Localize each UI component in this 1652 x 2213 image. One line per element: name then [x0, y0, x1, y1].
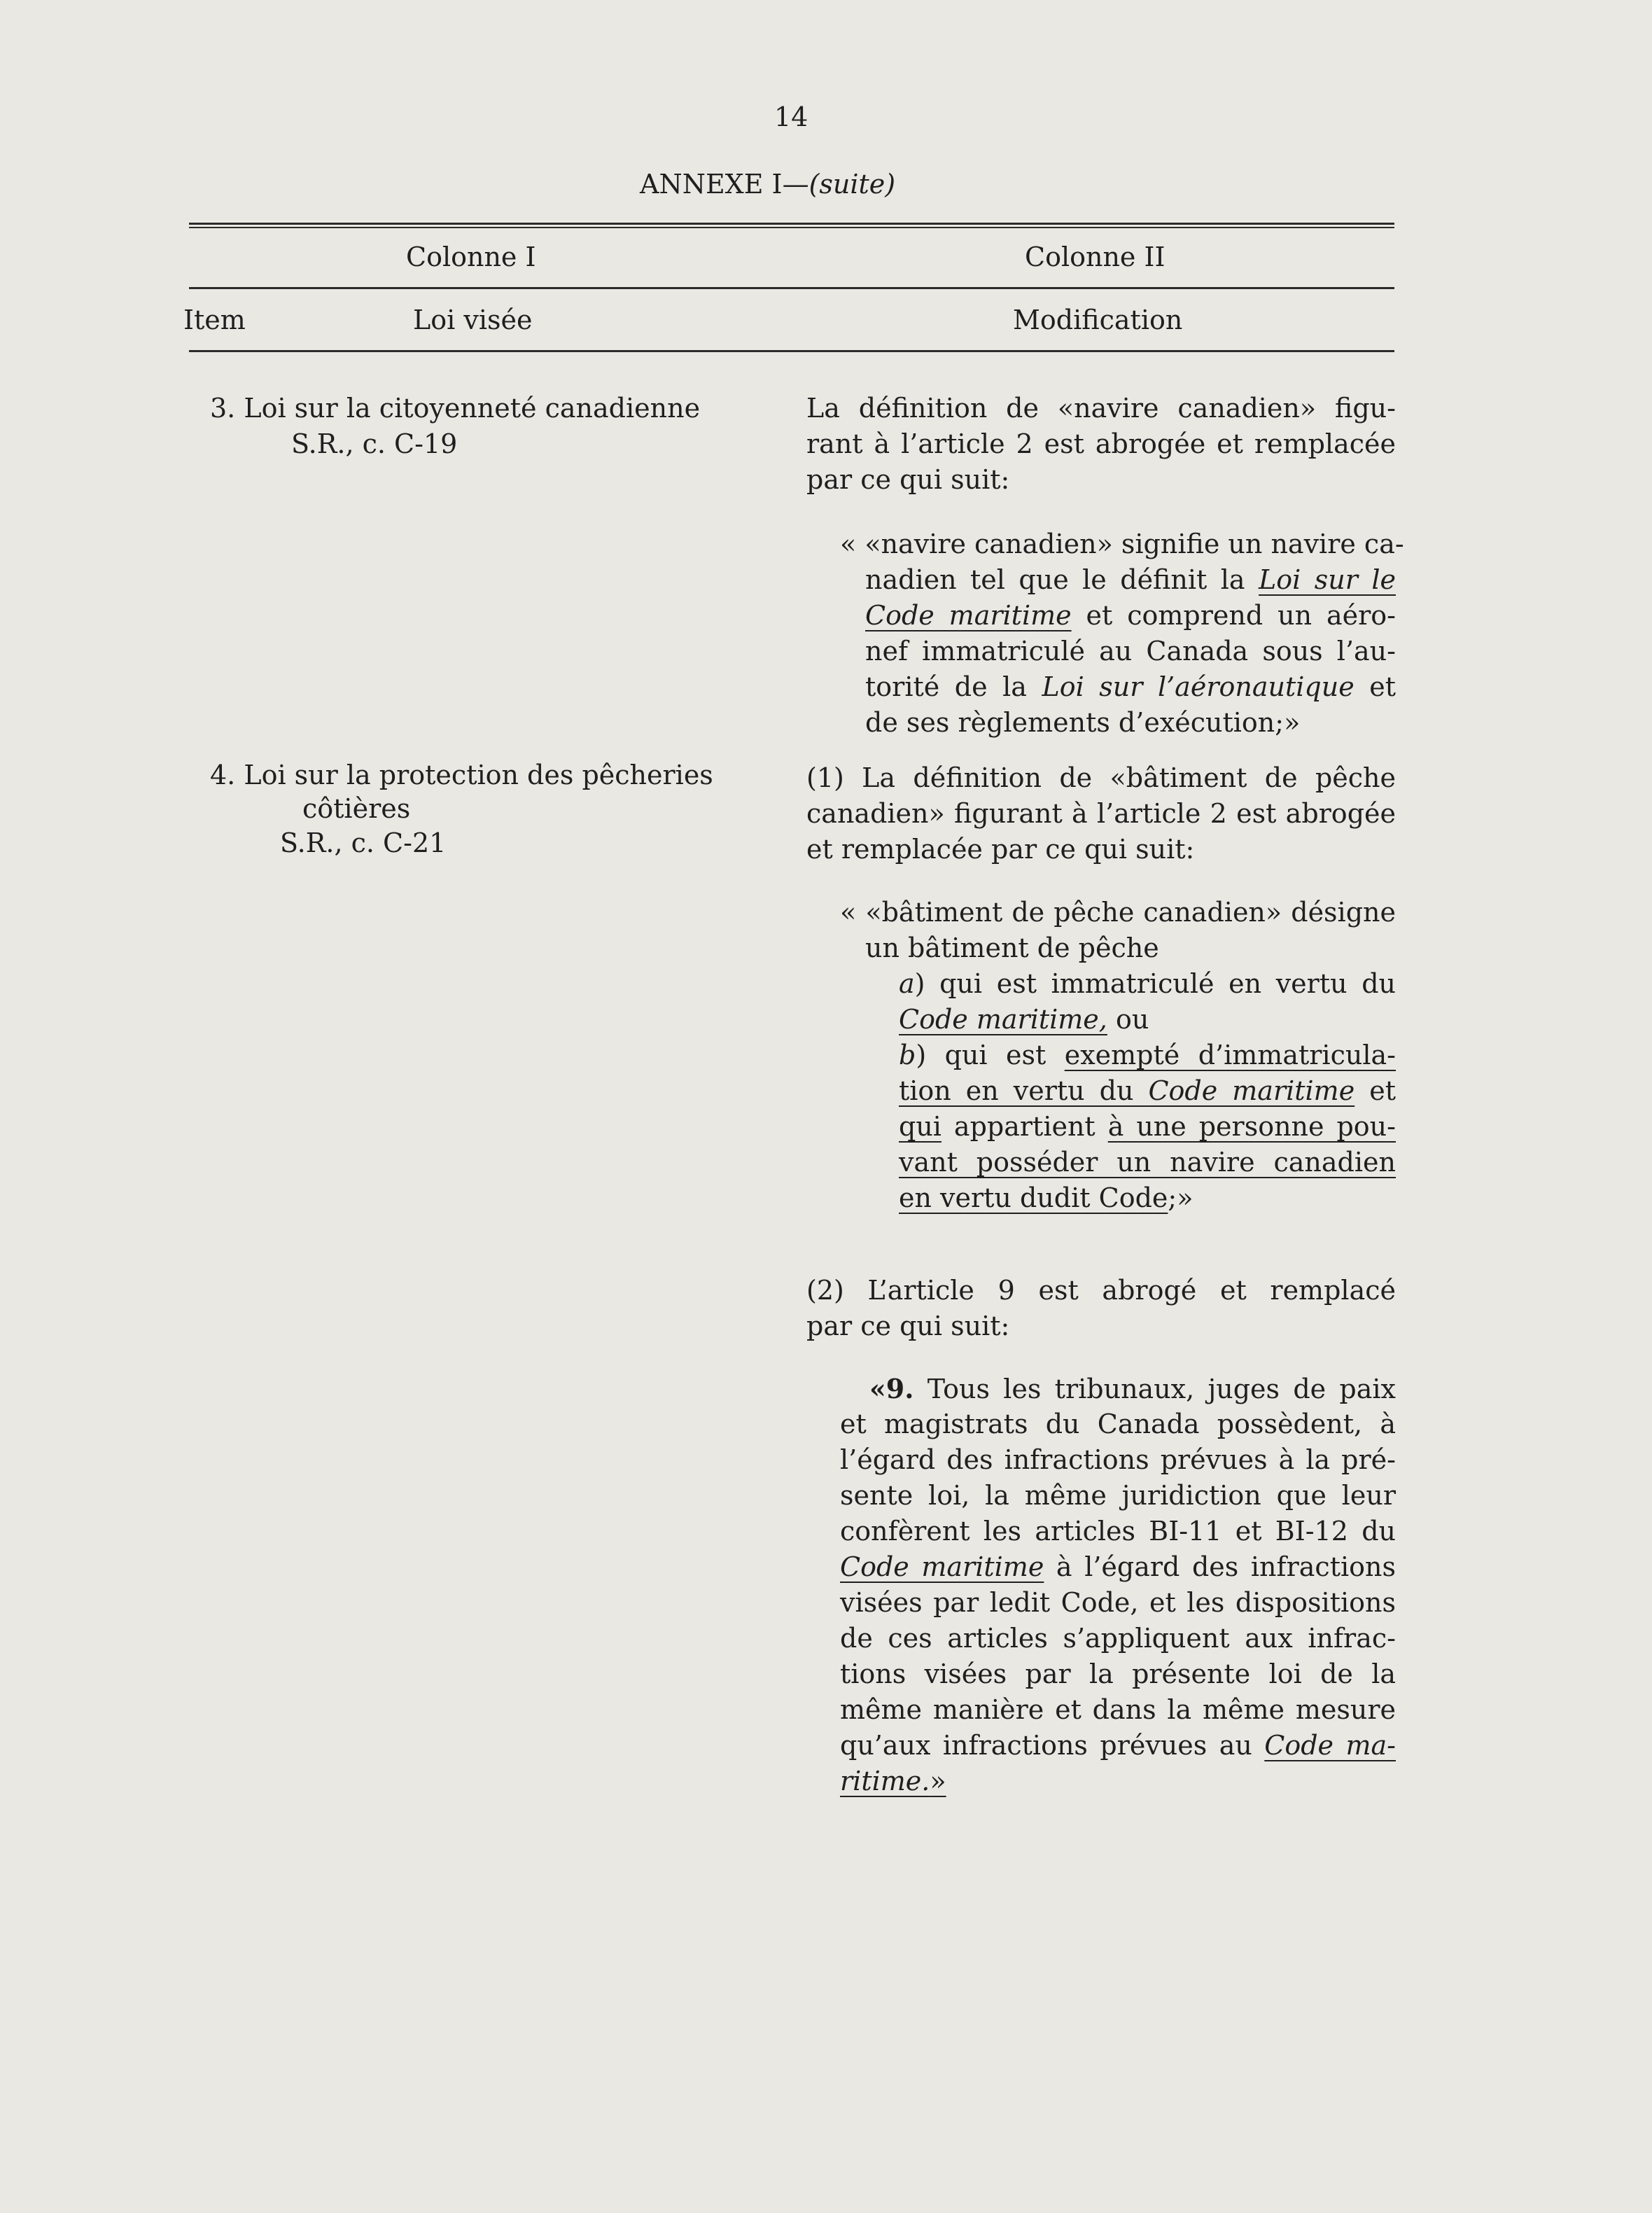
def-line: torité de la Loi sur l’aéronautique et [865, 671, 1396, 702]
def-line: « «navire canadien» signifie un navire ca- [840, 529, 1404, 559]
annex-title-text: ANNEXE I— [640, 169, 809, 200]
art9-line: visées par ledit Code, et les dispositions [840, 1587, 1396, 1618]
para-line: (2) L’article 9 est abrogé et remplacé [806, 1275, 1396, 1306]
art9-line: de ces articles s’appliquent aux infrac- [840, 1623, 1396, 1654]
row4-para1 [806, 760, 1396, 867]
para-line: par ce qui suit: [806, 1311, 1010, 1341]
row3-intro-line: par ce qui suit: [806, 464, 1010, 495]
art9-line: «9. Tous les tribunaux, juges de paix [869, 1373, 1396, 1404]
para-line: canadien» figurant à l’article 2 est abrogée [806, 798, 1396, 829]
art9-line: Code maritime à l’égard des infractions [840, 1551, 1396, 1582]
def-line: un bâtiment de pêche [865, 933, 1159, 963]
def-line: qui appartient à une personne pou- [899, 1111, 1396, 1142]
header-bottom-rule [189, 350, 1394, 352]
modification-heading: Modification [1013, 305, 1183, 335]
loi-visee-heading: Loi visée [413, 305, 533, 335]
art9-line: tions visées par la présente loi de la [840, 1659, 1396, 1689]
def-line: b) qui est exempté d’immatricula- [899, 1040, 1396, 1070]
para-line: et remplacée par ce qui suit: [806, 834, 1195, 865]
row4-act-title-2: côtières [302, 793, 411, 824]
column-2-heading: Colonne II [1025, 242, 1166, 272]
row3-definition [840, 526, 1404, 741]
row4-article9 [840, 1371, 1396, 1799]
def-line: Code maritime, ou [899, 1004, 1149, 1035]
def-line: vant posséder un navire canadien [899, 1147, 1396, 1178]
row3-intro [806, 391, 1396, 498]
column-1-heading: Colonne I [406, 242, 536, 272]
art9-line: sente loi, la même juridiction que leur [840, 1480, 1396, 1511]
row4-act-title: 4. Loi sur la protection des pêcheries [210, 760, 713, 790]
row4-definition [840, 895, 1396, 1216]
art9-line: confèrent les articles BI-11 et BI-12 du [840, 1516, 1396, 1547]
art9-line: même manière et dans la même mesure [840, 1694, 1396, 1725]
row4-act-ref: S.R., c. C-21 [280, 828, 447, 858]
row3-act-ref: S.R., c. C-19 [291, 428, 458, 459]
def-line: en vertu dudit Code;» [899, 1182, 1194, 1213]
def-line: nadien tel que le définit la Loi sur le [865, 564, 1396, 595]
def-line: Code maritime et comprend un aéro- [865, 600, 1396, 631]
page-number: 14 [774, 102, 808, 132]
def-line: nef immatriculé au Canada sous l’au- [865, 636, 1396, 666]
row4-para2 [806, 1273, 1396, 1344]
row3-intro-line: rant à l’article 2 est abrogée et remplacée [806, 428, 1396, 459]
para-line: (1) La définition de «bâtiment de pêche [806, 762, 1396, 793]
def-line: tion en vertu du Code maritime et [899, 1075, 1396, 1106]
art9-line: et magistrats du Canada possèdent, à [840, 1409, 1396, 1439]
top-rule-2 [189, 227, 1394, 228]
def-line: « «bâtiment de pêche canadien» désigne [840, 897, 1396, 928]
def-line: a) qui est immatriculé en vertu du [899, 968, 1396, 999]
top-rule [189, 223, 1394, 225]
art9-line: qu’aux infractions prévues au Code ma- [840, 1730, 1396, 1761]
def-line: de ses règlements d’exécution;» [865, 707, 1301, 738]
item-heading: Item [183, 305, 246, 335]
header-rule [189, 287, 1394, 289]
row3-intro-line: La définition de «navire canadien» figu- [806, 393, 1396, 424]
annex-title [640, 167, 895, 202]
art9-line: l’égard des infractions prévues à la pré- [840, 1444, 1396, 1475]
art9-line: ritime.» [840, 1766, 946, 1796]
row3-act-title: 3. Loi sur la citoyenneté canadienne [210, 393, 701, 424]
annex-suite-text: (suite) [808, 169, 896, 200]
